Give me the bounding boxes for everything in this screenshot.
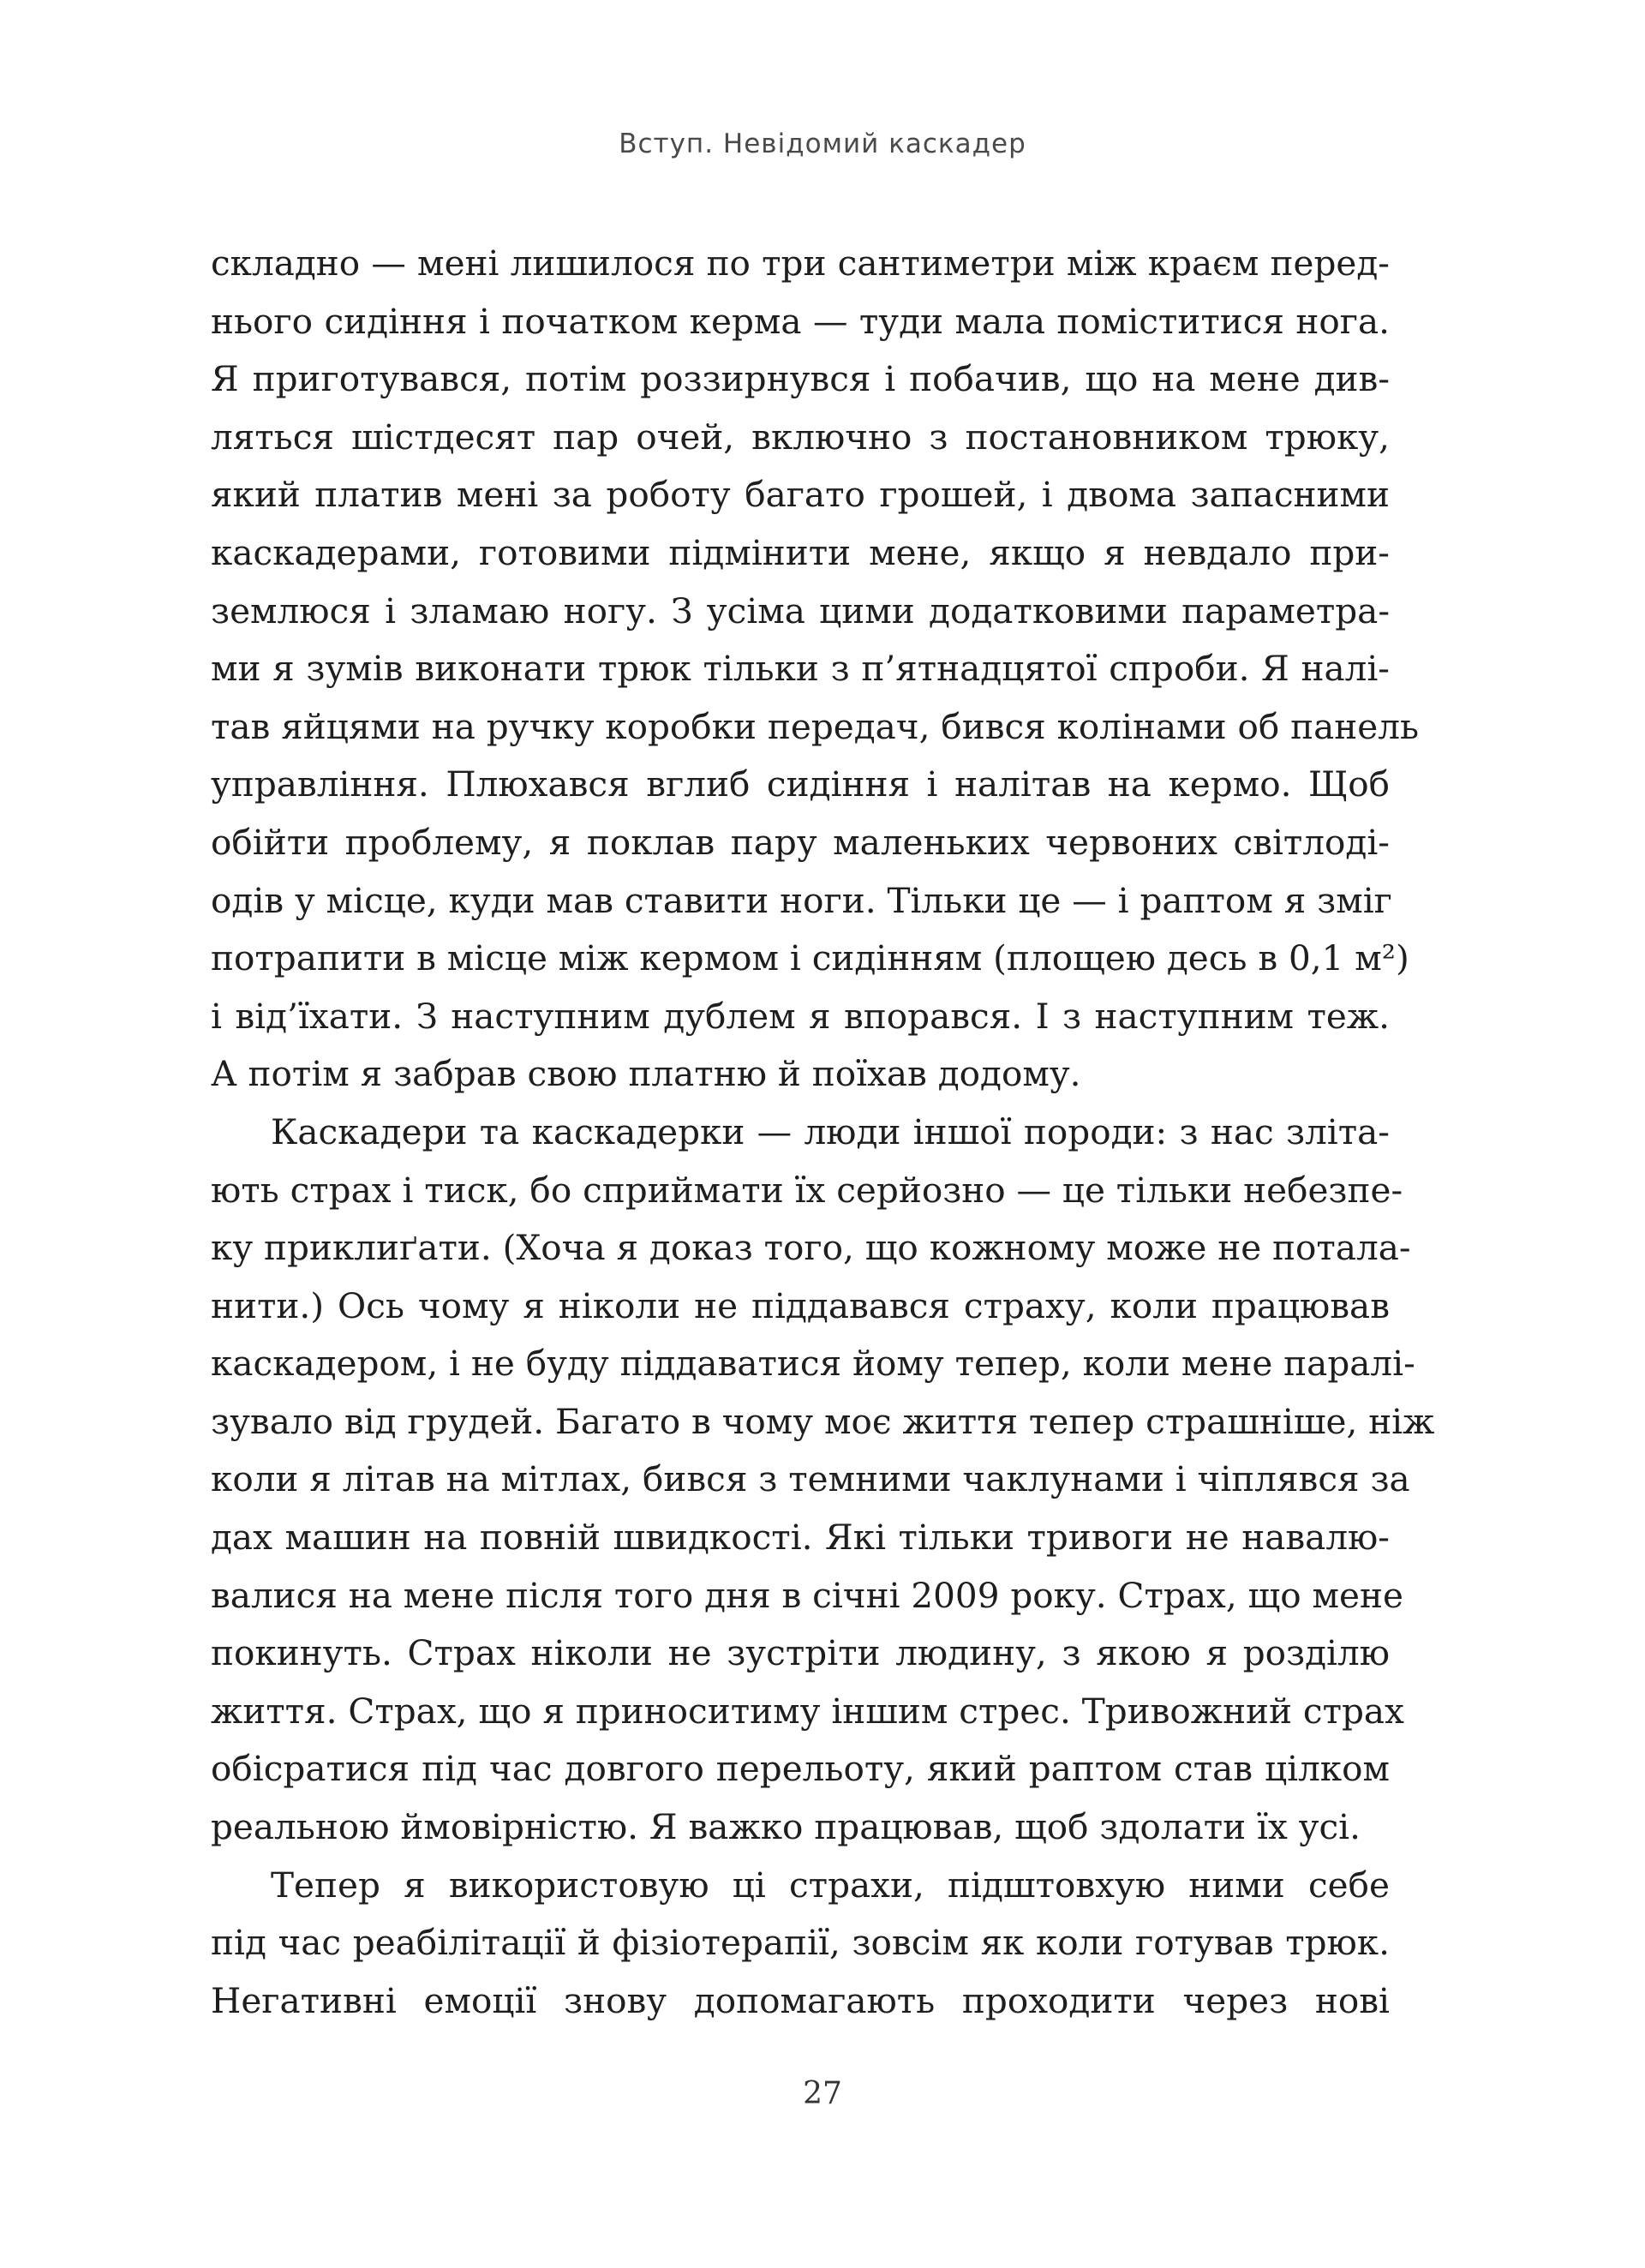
page-number: 27 bbox=[803, 2076, 842, 2111]
text-line: одів у місце, куди мав ставити ноги. Тільки це — і раптом я зміг bbox=[211, 879, 1392, 921]
text-line: Каскадери та каскадерки — люди іншої породи: з нас зліта- bbox=[271, 1110, 1390, 1152]
text-line: каскадером, і не буду піддаватися йому тепер, коли мене паралі- bbox=[211, 1343, 1415, 1385]
text-line: життя. Страх, що я приноситиму іншим стрес. Тривожний страх bbox=[211, 1690, 1404, 1732]
text-line: А потім я забрав свою платню й поїхав додому. bbox=[211, 1053, 1081, 1095]
text-line: нього сидіння і початком керма — туди мала поміститися нога. bbox=[211, 300, 1390, 342]
body-text bbox=[211, 235, 1435, 2030]
text-line: ку приклиґати. (Хоча я доказ того, що кожному може не потала- bbox=[211, 1227, 1411, 1269]
text-line: складно — мені лишилося по три сантиметри між краєм перед- bbox=[211, 242, 1390, 284]
text-line: ми я зумів виконати трюк тільки з п’ятнадцятої спроби. Я налі- bbox=[211, 648, 1390, 690]
text-line: землюся і зламаю ногу. З усіма цими додатковими параметра- bbox=[211, 589, 1390, 631]
text-line: покинуть. Страх ніколи не зустріти людину, з якою я розділю bbox=[211, 1632, 1390, 1674]
text-line: управління. Плюхався вглиб сидіння і налітав на кермо. Щоб bbox=[211, 763, 1390, 805]
text-line: зувало від грудей. Багато в чому моє життя тепер страшніше, ніж bbox=[211, 1400, 1435, 1442]
running-header: Вступ. Невідомий каскадер bbox=[619, 129, 1026, 159]
text-line: каскадерами, готовими підмінити мене, якщо я невдало при- bbox=[211, 531, 1390, 573]
text-line: обісратися під час довгого перельоту, який раптом став цілком bbox=[211, 1748, 1390, 1790]
text-line: тав яйцями на ручку коробки передач, бився колінами об панель bbox=[211, 705, 1420, 747]
paragraph bbox=[211, 1104, 1435, 1857]
text-line: потрапити в місце між кермом і сидінням (площею десь в 0,1 м²) bbox=[211, 937, 1409, 979]
text-line: валися на мене після того дня в січні 2009 року. Страх, що мене bbox=[211, 1574, 1403, 1616]
text-line: і від’їхати. З наступним дублем я впорався. І з наступним теж. bbox=[211, 995, 1390, 1037]
text-line: Тепер я використовую ці страхи, підштовхую ними себе bbox=[271, 1864, 1390, 1906]
text-line: Я приготувався, потім роззирнувся і побачив, що на мене див- bbox=[211, 358, 1390, 400]
text-line: реальною ймовірністю. Я важко працював, щоб здолати їх усі. bbox=[211, 1806, 1361, 1848]
text-line: обійти проблему, я поклав пару маленьких червоних світлоді- bbox=[211, 821, 1390, 863]
paragraph bbox=[211, 1857, 1390, 2031]
text-line: ляться шістдесят пар очей, включно з постановником трюку, bbox=[211, 416, 1390, 458]
text-line: під час реабілітації й фізіотерапії, зовсім як коли готував трюк. bbox=[211, 1922, 1390, 1964]
paragraph bbox=[211, 235, 1420, 1104]
text-line: дах машин на повній швидкості. Які тільки тривоги не навалю- bbox=[211, 1517, 1390, 1559]
text-line: коли я літав на мітлах, бився з темними чаклунами і чіплявся за bbox=[211, 1458, 1410, 1500]
text-line: Негативні емоції знову допомагають проходити через нові bbox=[211, 1979, 1390, 2021]
text-line: який платив мені за роботу багато грошей, і двома запасними bbox=[211, 474, 1390, 516]
text-line: нити.) Ось чому я ніколи не піддавався страху, коли працював bbox=[211, 1284, 1390, 1326]
text-line: ють страх і тиск, бо сприймати їх серйозно — це тільки небезпе- bbox=[211, 1169, 1403, 1211]
